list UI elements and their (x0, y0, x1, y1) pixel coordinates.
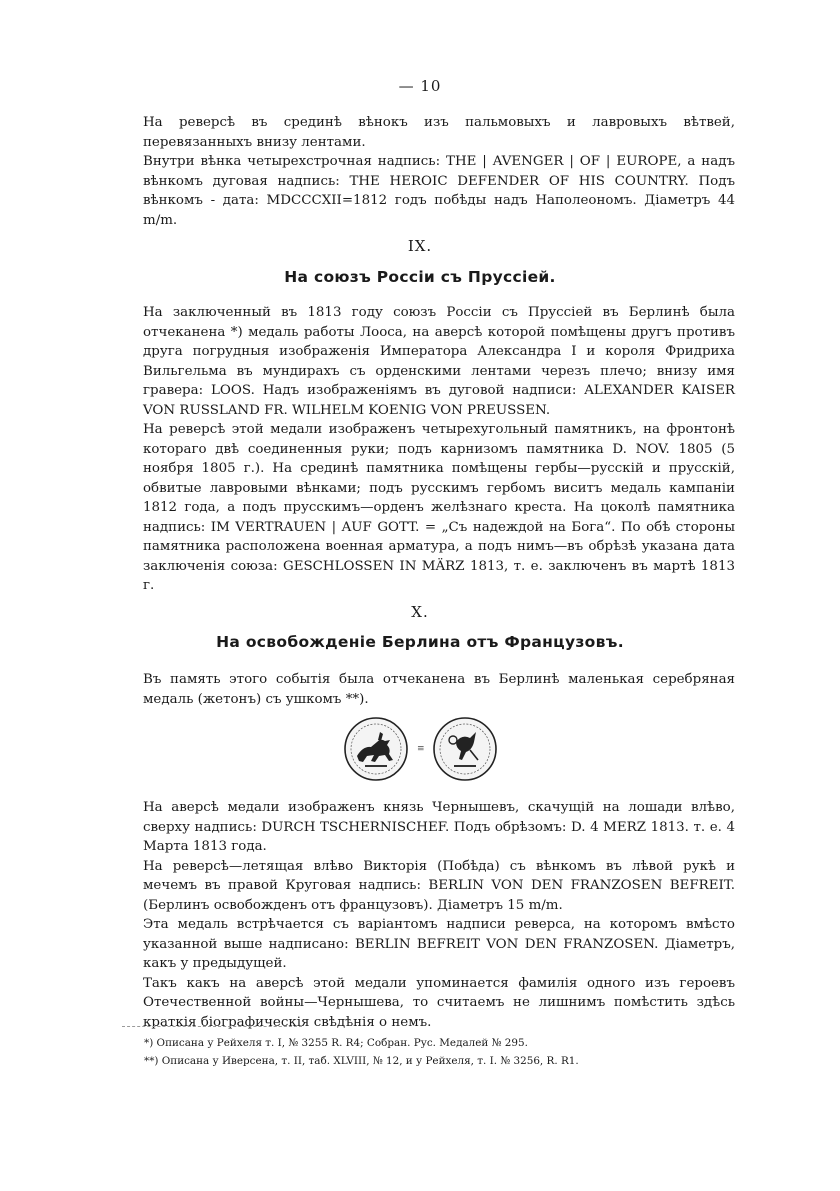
section-x-paragraph-4: Эта медаль встрѣчается съ варіантомъ надписи реверса, на которомъ вмѣсто указанной выше надписано: BERLIN BEFREIT VON DEN FRANZOSEN. Діаметръ, какъ у предыдущей. (143, 917, 735, 971)
intro-block (143, 113, 735, 230)
section-ix-title: На союзъ Россіи съ Пруссіей. (284, 268, 556, 286)
section-ix-paragraph-1: На заключенный въ 1813 году союзъ Россіи съ Пруссіей въ Берлинѣ была отчеканена *) медаль работы Лооса, на аверсѣ которой помѣщены другъ противъ друга погрудныя изображенія Императора Александра I и короля Фридриха Вильгельма въ мундирахъ съ орденскими лентами черезъ плечо; внизу имя гравера: LOOS. Надъ изображеніямъ въ дуговой надписи: ALEXANDER KAISER VON RUSSLAND FR. WILHELM KOENIG VON PREUSSEN. (143, 305, 735, 418)
section-x-numeral: X. (411, 603, 429, 621)
section-x-paragraph-1: Въ память этого событія была отчеканена въ Берлинѣ маленькая серебряная медаль (жетонъ) съ ушкомъ **). (143, 672, 735, 707)
section-x-paragraph-2: На аверсѣ медали изображенъ князь Чернышевъ, скачущій на лошади влѣво, сверху надпись: DURCH TSCHERNISCHEF. Подъ обрѣзомъ: D. 4 MERZ 1813. т. е. 4 Марта 1813 года. (143, 800, 735, 854)
footnote-divider (122, 1026, 302, 1028)
footnote-2: **) Описана у Иверсена, т. II, таб. XLVIII, № 12, и у Рейхеля, т. I. № 3256, R. R1. (144, 1055, 579, 1067)
section-ix-numeral: IX. (407, 237, 433, 255)
footnote-1: *) Описана у Рейхеля т. I, № 3255 R. R4; Собран. Рус. Медалей № 295. (144, 1037, 528, 1049)
medal-illustrations (0, 716, 840, 786)
medal-reverse-image (432, 716, 498, 782)
medal-obverse-image (343, 716, 409, 782)
section-x-body (143, 798, 735, 1032)
section-ix-body (143, 303, 735, 596)
page-number: — 10 (398, 77, 442, 95)
section-x-paragraph-5: Такъ какъ на аверсѣ этой медали упоминается фамилія одного изъ героевъ Отечественной войны—Чернышева, то считаемъ не лишнимъ помѣстить здѣсь краткія біографическія свѣдѣнія о немъ. (143, 975, 735, 1030)
section-x-title: На освобожденіе Берлина отъ Французовъ. (216, 633, 624, 651)
intro-paragraph-1: На реверсѣ въ срединѣ вѣнокъ изъ пальмовыхъ и лавровыхъ вѣтвей, перевязанныхъ внизу лентами. (143, 115, 735, 150)
medal-separator: ≡ (417, 744, 425, 754)
section-ix-paragraph-2: На реверсѣ этой медали изображенъ четырехугольный памятникъ, на фронтонѣ котораго двѣ соединенныя руки; подъ карнизомъ памятника D. NOV. 1805 (5 ноября 1805 г.). На срединѣ памятника помѣщены гербы—русскій и прусскій, обвитые лавровыми вѣнками; подъ русскимъ гербомъ виситъ медаль кампаніи 1812 года, а подъ прусскимъ—орденъ желѣзнаго креста. На цоколѣ памятника надпись: IM VERTRAUEN | AUF GOTT. = „Съ надеждой на Бога“. По обѣ стороны памятника расположена военная арматура, а подъ нимъ—въ обрѣзѣ указана дата заключенія союза: GESCHLOSSEN IN MÄRZ 1813, т. е. заключенъ въ мартѣ 1813 г. (143, 422, 735, 593)
section-x-intro (143, 670, 735, 709)
section-x-paragraph-3: На реверсѣ—летящая влѣво Викторія (Побѣда) съ вѣнкомъ въ лѣвой рукѣ и мечемъ въ правой Круговая надпись: BERLIN VON DEN FRANZOSEN BEFREIT. (Берлинъ освобожденъ отъ французовъ). Діаметръ 15 m/m. (143, 858, 735, 913)
intro-paragraph-2: Внутри вѣнка четырехстрочная надпись: THE | AVENGER | OF | EUROPE, а надъ вѣнкомъ дуговая надпись: THE HEROIC DEFENDER OF HIS COUNTRY. Подъ вѣнкомъ - дата: MDCCCXII=1812 годъ побѣды надъ Наполеономъ. Діаметръ 44 m/m. (143, 154, 735, 228)
